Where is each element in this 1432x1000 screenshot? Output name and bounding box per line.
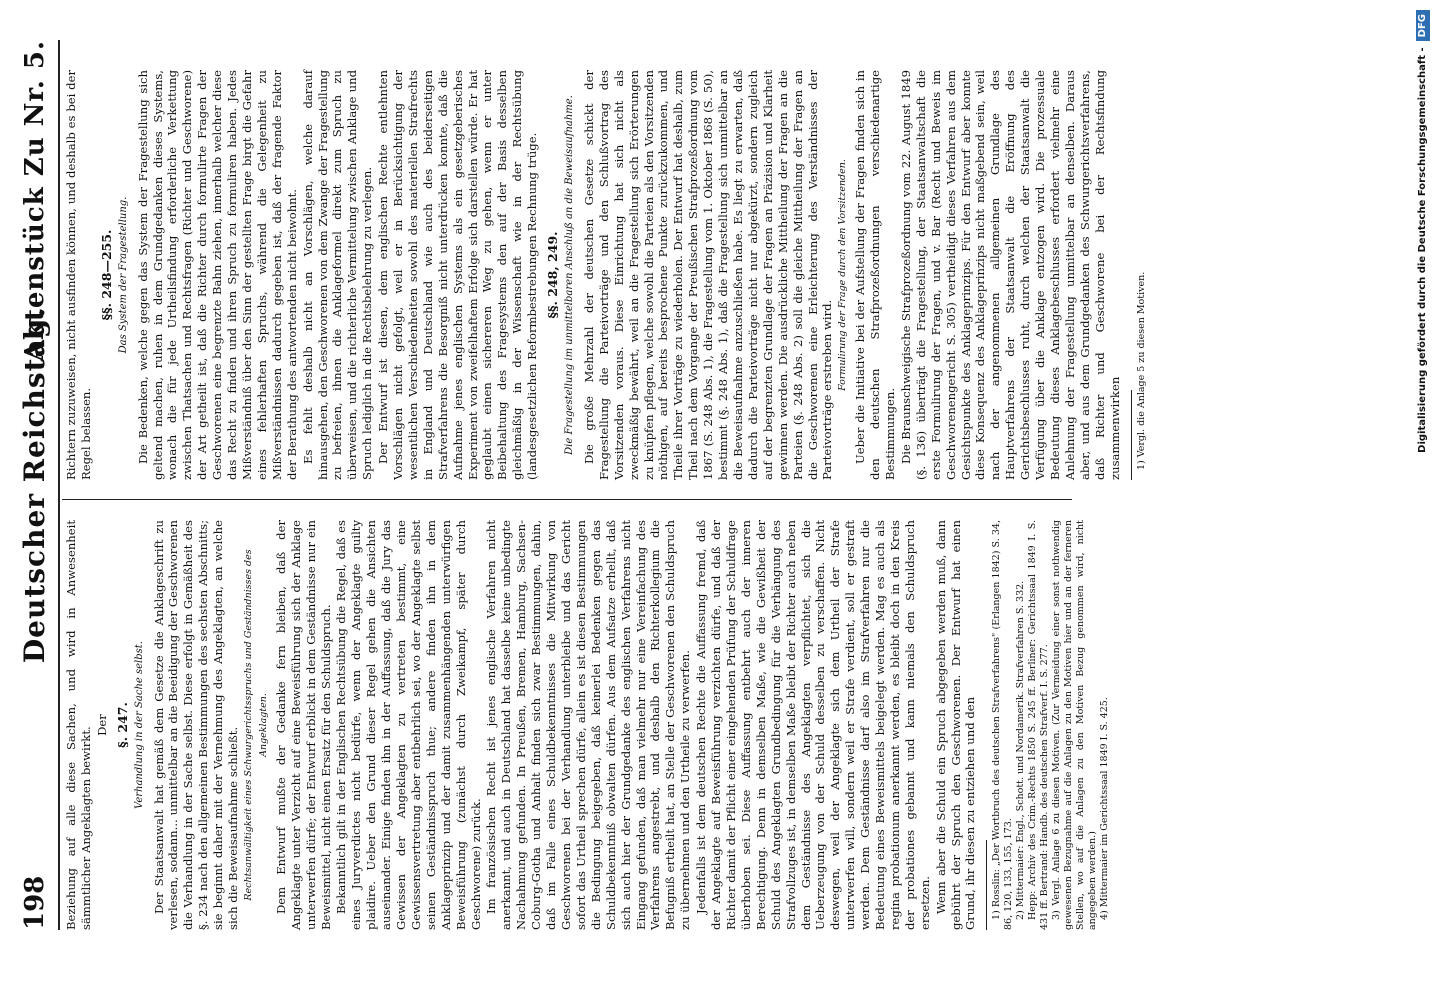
paragraph: Der Entwurf ist diesen, dem englischen Rechte entlehnten Vorschlägen nicht gefolgt, weil er in Berücksichtigung der wesentlichen Verschiedenheiten sowohl des materiellen Strafrechts in England und Deutschland wie auch des beiderseitigen Strafverfahrens die Besorgniß nicht unterdrücken konnte, daß die Aufnahme jenes englischen Systems als ein gesetzgeberisches Experiment von zweifelhaftem Erfolge sich darstellen würde. Er hat geglaubt einen sichereren Weg zu gehen, wenn er unter Beibehaltung des Fragesystems den auf der Basis desselben gleichmäßig in der Wissenschaft wie in der Rechtsübung (landesgesetzlichen Reformbestrebungen Rechnung trüge. xyxy=(376,70,540,480)
section-heading: §. 247. xyxy=(114,702,130,748)
paragraph: Es fehlt deshalb nicht an Vorschlägen, welche darauf hinausgehen, den Geschworenen von dem Zwange der Fragestellung zu befreien, ihnen die Anklageformel direkt zum Spruch zu überweisen, und die richterliche Vermittelung zwischen Anklage und Spruch lediglich in die Rechtsbelehrung zu verlegen. xyxy=(300,70,375,480)
section-heading: §§. 248, 249. xyxy=(545,231,561,319)
paragraph: Die Bedenken, welche gegen das System der Fragestellung sich geltend machen, ruhen in dem Grundgedanken dieses Systems, wonach die für jede Urtheilsfindung erforderliche Verkettung zwischen Thatsachen und Rechtsfragen (Richter und Geschworene) der Art getheilt ist, daß die Richter durch formulirte Fragen der Geschworenen eine begrenzte Bahn ziehen, innerhalb welcher diese das Recht zu finden und ihren Spruch zu formuliren haben. Jedes Mißverständniß über den Sinn der gestellten Frage birgt die Gefahr eines fehlerhaften Spruchs, während die Gelegenheit zu Mißverständnissen dadurch gegeben ist, daß der fragende Faktor der Berathung des antwortenden nicht beiwohnt. xyxy=(135,70,299,480)
digitization-credit xyxy=(1416,10,1430,990)
credit-text: Digitalisierung gefördert durch die Deutsche Forschungsgemeinschaft - xyxy=(1417,47,1428,453)
sidenote: Rechtsanwältigkeit eines Schwurgerichtsspruchs und Geständnisses des Angeklagten. xyxy=(242,549,269,901)
footnote: 3) Vergl. Anlage 6 zu diesen Motiven. (Zur Vermeidung einer sonst nothwendig gewesenen Bezugnahme auf die Anlagen zu den Motiven hier und an der ferneren Stellen, wo auf die Anlagen zu den Motiven Bezug genommen wird, nicht angegeben werden.) xyxy=(1051,520,1099,930)
paragraph: Der xyxy=(94,714,109,736)
sidenote: Formulirung der Frage durch den Vorsitzenden. xyxy=(837,159,849,391)
document-reference: Aktenstück Zu Nr. 5. xyxy=(20,40,50,362)
paragraph: Richtern zuzuweisen, nicht ausfinden können, und deshalb es bei der Regel belassen. xyxy=(64,70,93,480)
paragraph: Ueber die Initiative bei der Aufstellung der Fragen finden sich in den deutschen Strafprozeßordnungen verschiedenartige Bestimmungen. xyxy=(853,70,898,480)
footnote: 1) Rosslin: „Der Wortbruch des deutschen Strafverfahrens" (Erlangen 1842) S. 34, 86, 120, 133, 155, 173. xyxy=(991,520,1015,930)
paragraph: Wenn aber die Schuld ein Spruch abgegeben werden muß, dann gebührt der Spruch den Geschworenen. Der Entwurf hat einen Grund, ihr diesen zu entziehen und den xyxy=(933,520,978,930)
paragraph: Bekanntlich gilt in der Englischen Rechtsübung die Regel, daß es eines Juryverdictes nicht bedürfe, wenn der Angeklagte guilty plaidire. Ueber den Grund dieser Regel gehen die Ansichten auseinander. Einige finden ihn in der Auffassung, daß die Jury das Gewissen der Angeklagten zu vertreten bestimmt, eine Gewissensvertretung aber entbehrlich sei, wo der Angeklagte selbst seinen Geständnisspruch thue; andere finden ihn in dem Anklageprinzip und der damit zusammenhängenden unterwürfigen Beweisführung (zunächst durch Zweikampf, später durch Geschworene) zurück. xyxy=(334,520,483,930)
left-column xyxy=(64,520,1111,930)
footnote: 1) Vergl. die Anlage 5 zu diesen Motiven. xyxy=(1135,271,1147,470)
paragraph: Dem Entwurf mußte der Gedanke fern bleiben, daß der Angeklagte unter Verzicht auf eine Beweisführung sich der Anklage unterwerfen dürfe; der Entwurf erblickt in dem Geständnisse nur ein Beweismittel, nicht einen Ersatz für den Schuldspruch. xyxy=(273,520,333,930)
footnote: 4) Mittermaier im Gerichtssaal 1849 I. S. 425. xyxy=(1099,697,1111,920)
running-title: Deutscher Reichstag. xyxy=(18,306,51,664)
section-subheading: Die Fragestellung im unmittelbaren Anschluß an die Beweisaufnahme. xyxy=(564,95,575,455)
header-rule xyxy=(58,40,60,930)
right-column xyxy=(64,70,1148,480)
footnote-rule xyxy=(1131,390,1132,480)
section-subheading: Verhandlung in der Sache selbst. xyxy=(133,641,145,809)
footnote: Hepp: Archiv des Crim.-Rechts 1850 S. 245 ff. Berliner: Gerichtssaal 1849 I. S. 431 ff. Bertrand: Handb. des deutschen Strafverf. I. S. 277. xyxy=(1027,520,1051,930)
paragraph: Beziehung auf alle diese Sachen, und wird in Anwesenheit sämmtlicher Angeklagten bewirkt. xyxy=(64,520,93,930)
dfg-logo: DFG xyxy=(1416,10,1430,41)
paragraph: Der Staatsanwalt hat gemäß dem Gesetze die Anklageschrift zu verlesen, sodann... unmittelbar an die Beeidigung der Geschworenen die Verhandlung in der Sache selbst. Diese erfolgt in Gemäßheit des §. 234 nach den allgemeinen Bestimmungen des sechsten Abschnitts; sie beginnt daher mit der Vernehmung des Angeklagten, an welche sich die Beweisaufnahme schließt. xyxy=(151,520,241,930)
column-divider xyxy=(62,499,1072,500)
paragraph: Im französischen Recht ist jenes englische Verfahren nicht anerkannt, und auch in Deutschland hat dasselbe keine unbedingte Nachahmung gefunden. In Preußen, Bremen, Hamburg, Sachsen-Coburg-Gotha und Anhalt finden sich zwar Bestimmungen, dahin, daß im Falle eines Schuldbekenntnisses die Mitwirkung von Geschworenen bei der Verhandlung unterbleibe und das Gericht sofort das Urtheil sprechen dürfe, allein es ist diesen Bestimmungen die Bedingung beigegeben, daß keinerlei Bedenken gegen das Schuldbekenntniß obwalten dürfen. Aus dem Aufsatze erhellt, daß sich auch hier der Grundgedanke des englischen Verfahrens nicht Eingang gefunden, daß man vielmehr nur eine Vereinfachung des Verfahrens angestrebt, und deshalb den Richterkollegium die Befugniß ertheilt hat, an Stelle der Geschworenen den Schuldspruch zu übernehmen und den Urtheile zu verwerfen. xyxy=(484,520,693,930)
section-subheading: Das System der Fragestellung. xyxy=(117,196,129,354)
page-number: 198 xyxy=(20,875,50,930)
footnote-rule xyxy=(986,840,987,930)
page-header xyxy=(16,40,56,930)
paragraph: Die Braunschweigische Strafprozeßordnung vom 22. August 1849 (§. 136) überträgt die Fragestellung, der Staatsanwaltschaft die erste Formulirung der Fragen, und v. Bar (Recht und Beweis im Geschworenengericht S. 305) vertheidigt dieses Verfahren aus dem Gesichtspunkte des Anklageprinzips. Für den Entwurf aber konnte diese Konsequenz des Anklageprinzips nicht maßgebend sein, weil nach der angenommenen allgemeinen Grundlage des Hauptverfahrens der Staatsanwalt die Eröffnung des Gerichtsbeschlusses ruht, durch welchen der Staatsanwalt die Verfügung über die Anklage entzogen wird. Die prozessuale Bedeutung dieses Anklagebeschlusses erfordert vielmehr eine Anlehnung der Fragestellung unmittelbar an denselben. Daraus aber, und aus dem Grundgedanken des Schwurgerichtsverfahrens, daß Richter und Geschworene bei der Rechtsfindung zusammenwirken xyxy=(898,70,1122,480)
paragraph: Jedenfalls ist dem deutschen Rechte die Auffassung fremd, daß der Angeklagte auf Beweisführung verzichten dürfe, und daß der Richter damit der Pflicht einer eingehenden Prüfung der Schuldfrage überhoben sei. Diese Auffassung entbehrt auch der inneren Berechtigung. Denn in demselben Maße, wie die Gewißheit der Schuld des Angeklagten Grundbedingung für die Verhängung des Strafvollzuges ist, in demselben Maße bleibt der Richter auch neben dem Geständnisse des Angeklagten verpflichtet, sich die Ueberzeugung von der Schuld desselben zu verschaffen. Nicht deswegen, weil der Angeklagte sich dem Urtheil der Strafe unterwerfen will, sondern weil er Strafe verdient, soll er gestraft werden. Dem Geständnisse darf also im Strafverfahren nur die Bedeutung eines Beweismittels beigelegt werden. Mag es auch als regina probationum anerkannt werden, es bleibt doch in den Kreis der probationes gebannt und kann niemals den Schuldspruch ersetzen. xyxy=(694,520,932,930)
section-heading: §§. 248—255. xyxy=(98,229,114,321)
footnote: 2) Mittermaier: Engl., Schott. und Nordamerik. Strafverfahren S. 332. xyxy=(1015,580,1027,920)
paragraph: Die große Mehrzahl der deutschen Gesetze schickt der Fragestellung die Parteivorträge und den Schlußvortrag des Vorsitzenden voraus. Diese Einrichtung hat sich nicht als zweckmäßig bewährt, weil an die Fragestellung sich Erörterungen zu knüpfen pflegen, welche sowohl die Parteien als den Vorsitzenden nöthigen, auf bereits besprochene Punkte zurückzukommen, und Theile ihrer Vorträge zu wiederholen. Der Entwurf hat deshalb, zum Theil nach dem Vorgange der Preußischen Strafprozeßordnung vom 1867 (S. 248 Abs. 1), die Fragestellung vom 1. Oktober 1868 (S. 50), bestimmt (§. 248 Abs. 1), daß die Fragestellung sich unmittelbar an die Beweisaufnahme anzuschließen habe. Es liegt zu erwarten, daß dadurch die Parteivorträge nicht nur abgekürzt, sondern zugleich auf der begrenzten Grundlage der Fragen an Präzision und Klarheit gewinnen werden. Die ausdrückliche Mittheilung der Fragen an die Parteien (§. 248 Abs. 2) soll die gleiche Mittheilung der Fragen an die Geschworenen eine Erleichterung des Verständnisses der Parteivorträge erstreben wird. xyxy=(581,70,835,480)
